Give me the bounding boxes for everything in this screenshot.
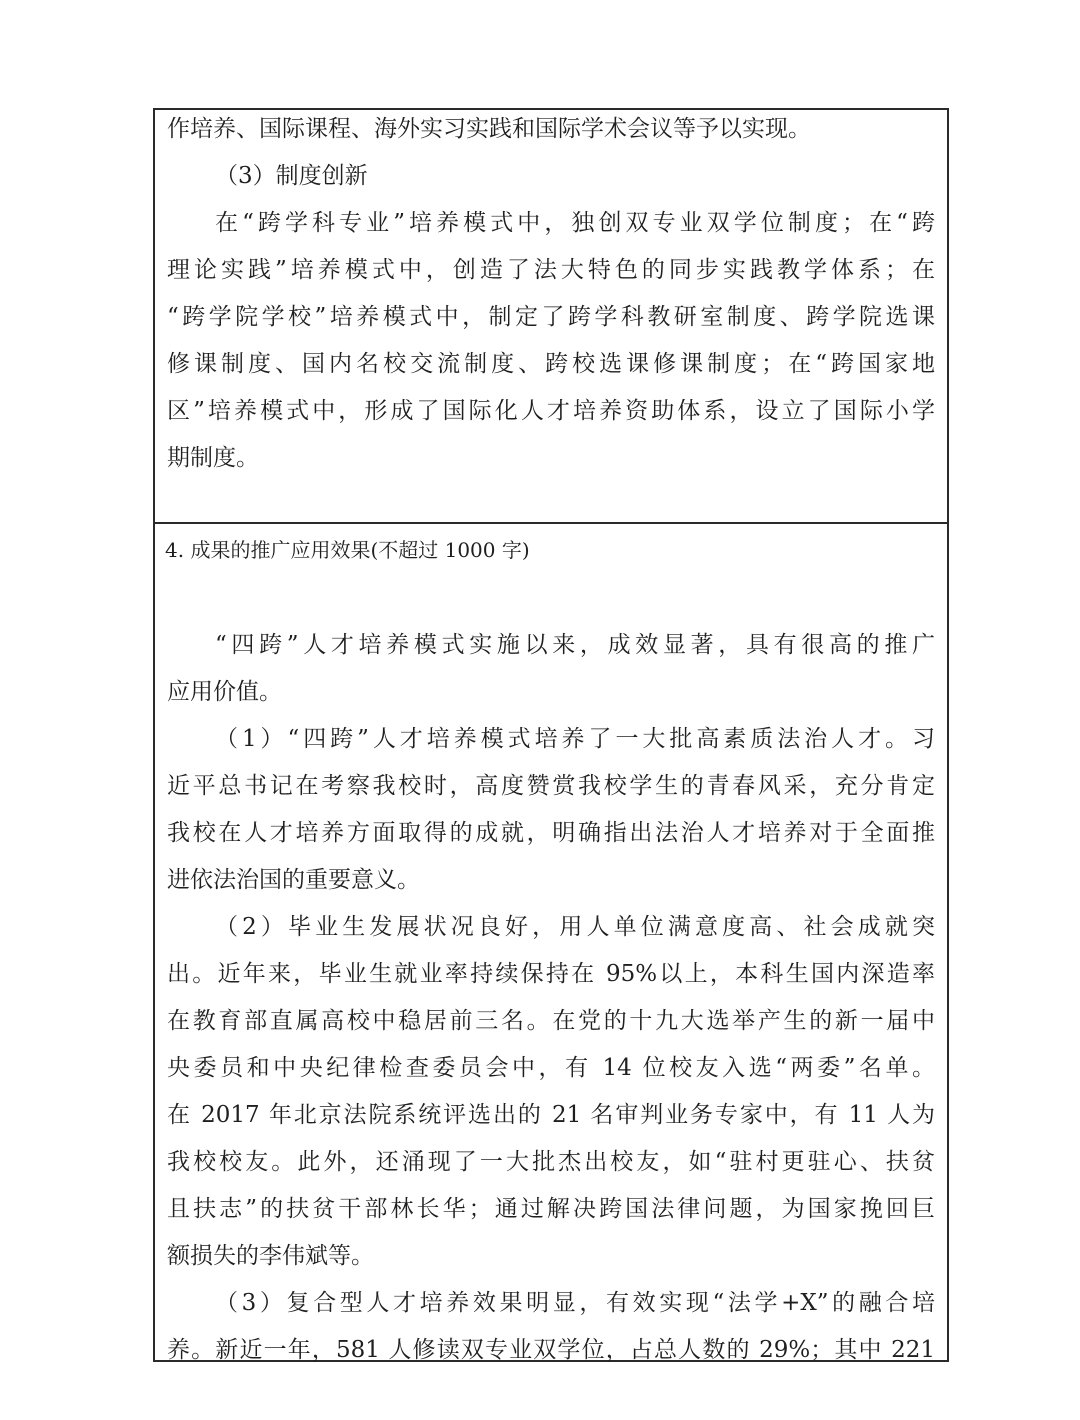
paragraph-line: 在 2017 年北京法院系统评选出的 21 名审判业务专家中，有 11 人为 — [167, 1102, 935, 1128]
paragraph-line: 应用价值。 — [167, 679, 282, 705]
paragraph-line: 区”培养模式中，形成了国际化人才培养资助体系，设立了国际小学 — [167, 398, 935, 424]
paragraph-line: 我校在人才培养方面取得的成就，明确指出法治人才培养对于全面推 — [167, 820, 935, 846]
section-4-cell — [155, 524, 947, 1363]
section-3-cell — [155, 110, 947, 524]
paragraph-line: “四跨”人才培养模式实施以来，成效显著，具有很高的推广 — [215, 632, 935, 658]
paragraph-line: （3）复合型人才培养效果明显，有效实现“法学+X”的融合培 — [215, 1290, 935, 1316]
paragraph-line: 期制度。 — [167, 445, 259, 471]
paragraph-line: 进依法治国的重要意义。 — [167, 867, 420, 893]
paragraph-line: 养。新近一年，581 人修读双专业双学位，占总人数的 29%；其中 221 — [167, 1337, 935, 1363]
paragraph-line: 作培养、国际课程、海外实习实践和国际学术会议等予以实现。 — [167, 116, 811, 142]
paragraph-line: 理论实践”培养模式中，创造了法大特色的同步实践教学体系；在 — [167, 257, 935, 283]
paragraph-line: （2）毕业生发展状况良好，用人单位满意度高、社会成就突 — [215, 914, 935, 940]
paragraph-line: 在“跨学科专业”培养模式中，独创双专业双学位制度；在“跨 — [215, 210, 935, 236]
paragraph-line: 在教育部直属高校中稳居前三名。在党的十九大选举产生的新一届中 — [167, 1008, 935, 1034]
document-table — [153, 108, 949, 1362]
paragraph-line: 近平总书记在考察我校时，高度赞赏我校学生的青春风采，充分肯定 — [167, 773, 935, 799]
subheading-institutional-innovation: （3）制度创新 — [215, 163, 368, 189]
paragraph-line: （1）“四跨”人才培养模式培养了一大批高素质法治人才。习 — [215, 726, 935, 752]
paragraph-line: “跨学院学校”培养模式中，制定了跨学科教研室制度、跨学院选课 — [167, 304, 935, 330]
paragraph-line: 额损失的李伟斌等。 — [167, 1243, 374, 1269]
paragraph-line: 出。近年来，毕业生就业率持续保持在 95%以上，本科生国内深造率 — [167, 961, 935, 987]
section-4-heading: 4. 成果的推广应用效果(不超过 1000 字) — [165, 538, 530, 562]
paragraph-line: 修课制度、国内名校交流制度、跨校选课修课制度；在“跨国家地 — [167, 351, 935, 377]
paragraph-line: 央委员和中央纪律检查委员会中，有 14 位校友入选“两委”名单。 — [167, 1055, 935, 1081]
paragraph-line: 我校校友。此外，还涌现了一大批杰出校友，如“驻村更驻心、扶贫 — [167, 1149, 935, 1175]
paragraph-line: 且扶志”的扶贫干部林长华；通过解决跨国法律问题，为国家挽回巨 — [167, 1196, 935, 1222]
